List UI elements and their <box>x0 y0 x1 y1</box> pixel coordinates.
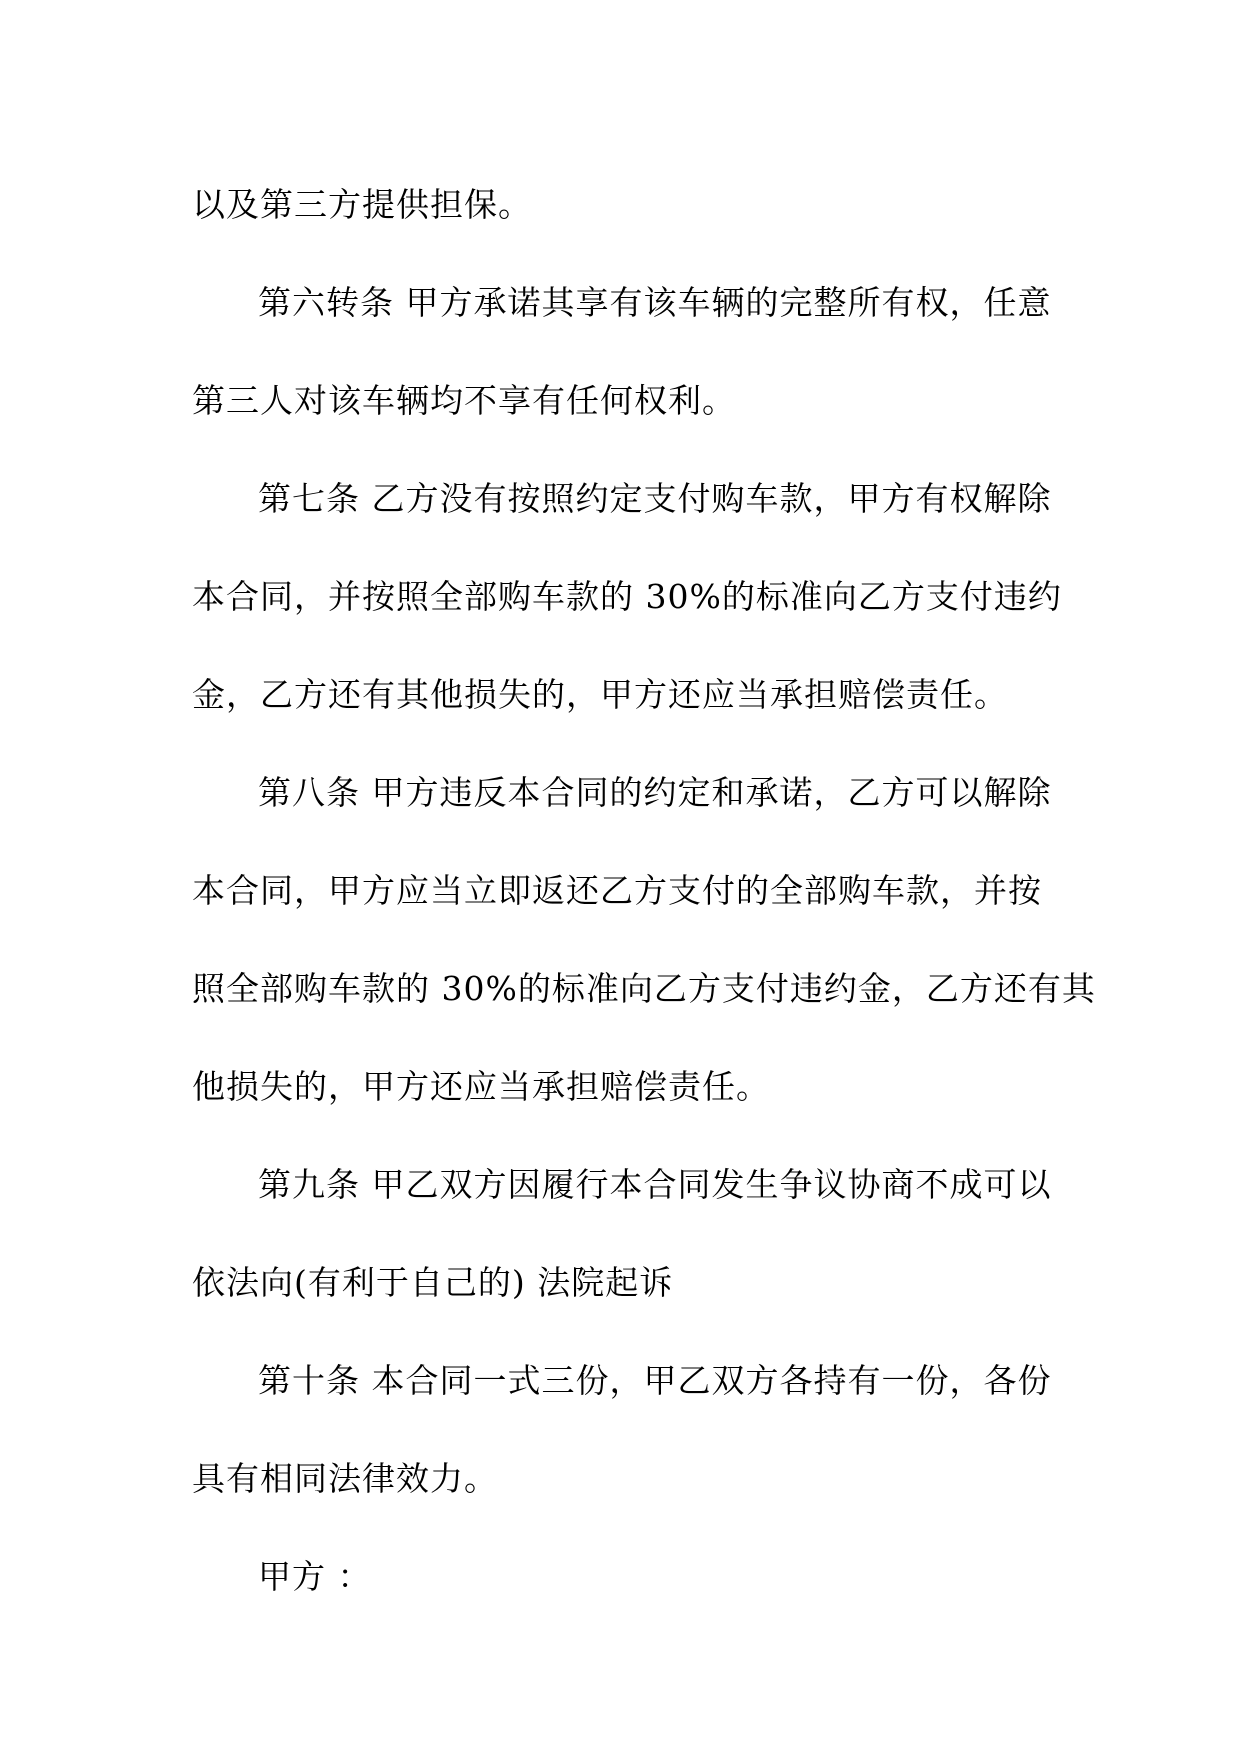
clause-7-heading-line: 第七条 乙方没有按照约定支付购车款，甲方有权解除 <box>258 479 1052 518</box>
clause-6-heading-line: 第六转条 甲方承诺其享有该车辆的完整所有权，任意 <box>258 283 1052 322</box>
text-line: 金，乙方还有其他损失的，甲方还应当承担赔偿责任。 <box>192 675 1008 714</box>
text-line: 以及第三方提供担保。 <box>192 185 532 224</box>
clause-10-heading-line: 第十条 本合同一式三份，甲乙双方各持有一份，各份 <box>258 1361 1052 1400</box>
text-line: 他损失的，甲方还应当承担赔偿责任。 <box>192 1067 770 1106</box>
text-line: 本合同，并按照全部购车款的 30%的标准向乙方支付违约 <box>192 577 1062 616</box>
clause-9-heading-line: 第九条 甲乙双方因履行本合同发生争议协商不成可以 <box>258 1165 1052 1204</box>
text-line: 依法向(有利于自己的) 法院起诉 <box>192 1263 674 1302</box>
text-line: 第三人对该车辆均不享有任何权利。 <box>192 381 736 420</box>
clause-8-heading-line: 第八条 甲方违反本合同的约定和承诺，乙方可以解除 <box>258 773 1052 812</box>
party-a-signature-label: 甲方 ： <box>258 1557 372 1596</box>
text-line: 本合同，甲方应当立即返还乙方支付的全部购车款，并按 <box>192 871 1042 910</box>
text-line: 具有相同法律效力。 <box>192 1459 498 1498</box>
text-line: 照全部购车款的 30%的标准向乙方支付违约金，乙方还有其 <box>192 969 1096 1008</box>
